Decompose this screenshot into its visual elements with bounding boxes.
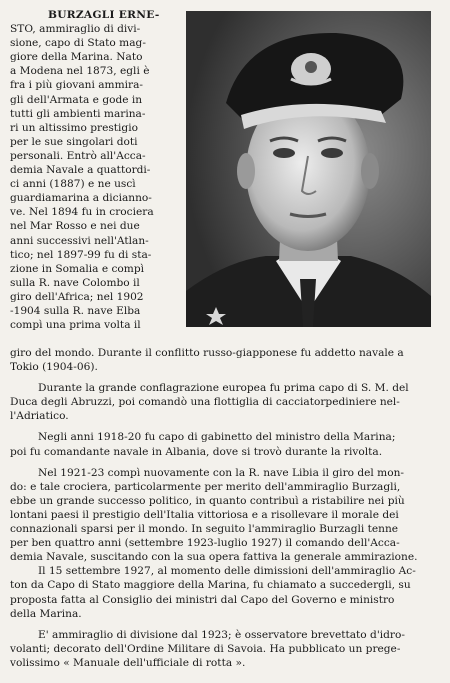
text-line: sulla R. nave Colombo il [10,276,140,289]
article-full-text [10,346,442,670]
text-line: lontani paesi il prestigio dell'Italia vittoriosa e a risollevare il morale dei [10,508,399,521]
text-line: a Modena nel 1873, egli è [10,65,150,78]
text-line: ci anni (1887) e ne uscì [10,178,136,191]
text-line: giro del mondo. Durante il conflitto russo-giapponese fu addetto navale a [10,347,404,359]
text-line: volanti; decorato dell'Ordine Militare di Savoia. Ha pubblicato un prege- [10,642,401,655]
text-line: Il 15 settembre 1927, al momento delle dimissioni dell'ammiraglio Ac- [38,565,416,578]
text-line: nel Mar Rosso e nei due [10,220,140,233]
text-line: proposta fatta al Consiglio dei ministri dal Capo del Governo e ministro [10,593,395,606]
text-line: Negli anni 1918-20 fu capo di gabinetto del ministro della Marina; [38,431,396,444]
text-line: ton da Capo di Stato maggiore della Marina, fu chiamato a succedergli, su [10,579,411,592]
portrait-photo [186,11,431,327]
text-line: guardiamarina a dicianno- [10,192,152,205]
text-line: E' ammiraglio di divisione dal 1923; è osservatore brevettato d'idro- [38,628,405,641]
text-line: Durante la grande conflagrazione europea fu prima capo di S. M. del [38,382,409,395]
text-line: per le sue singolari doti [10,135,138,148]
text-line: sione, capo di Stato mag- [10,37,146,50]
text-line: ve. Nel 1894 fu in crociera [10,206,154,219]
text-line: demia Navale a quattordi- [10,164,151,177]
text-line: Duca degli Abruzzi, poi comandò una flottiglia di cacciatorpediniere nel- [10,396,400,409]
text-line: ri un altissimo prestigio [10,121,138,134]
text-line: giore della Marina. Nato [10,51,143,64]
article-column-text [10,8,182,332]
text-line: connazionali sparsi per il mondo. In seguito l'ammiraglio Burzagli tenne [10,523,399,536]
text-line: per ben quattro anni (settembre 1923-luglio 1927) il comando dell'Acca- [10,537,400,550]
text-line: demia Navale, suscitando con la sua opera fattiva la generale ammirazione. [10,551,418,564]
text-line: Tokio (1904-06). [10,361,98,374]
text-line: tutti gli ambienti marina- [10,107,146,120]
text-line: gli dell'Armata e gode in [10,93,143,106]
text-line: anni successivi nell'Atlan- [10,234,149,247]
text-line: Nel 1921-23 compì nuovamente con la R. nave Libia il giro del mon- [38,466,405,479]
text-line: l'Adriatico. [10,410,69,423]
text-line: fra i più giovani ammira- [10,79,143,92]
text-line: do: e tale crociera, particolarmente per merito dell'ammiraglio Burzagli, [10,480,401,493]
article-name-lead: BURZAGLI ERNE- [48,9,160,21]
text-line: personali. Entrò all'Acca- [10,149,146,162]
text-line: zione in Somalia e compì [10,262,145,275]
text-line: tico; nel 1897-99 fu di sta- [10,248,152,261]
text-line: giro dell'Africa; nel 1902 [10,290,144,303]
text-line: volissimo « Manuale dell'ufficiale di rotta ». [10,656,246,669]
text-line: della Marina. [10,607,82,620]
text-line: compì una prima volta il [10,319,141,332]
text-line: STO, ammiraglio di divi- [10,23,141,36]
text-line: ebbe un grande successo politico, in quanto contribuì a ristabilire nei più [10,494,405,507]
text-line: -1904 sulla R. nave Elba [10,304,141,317]
text-line: poi fu comandante navale in Albania, dove si trovò durante la rivolta. [10,445,383,458]
